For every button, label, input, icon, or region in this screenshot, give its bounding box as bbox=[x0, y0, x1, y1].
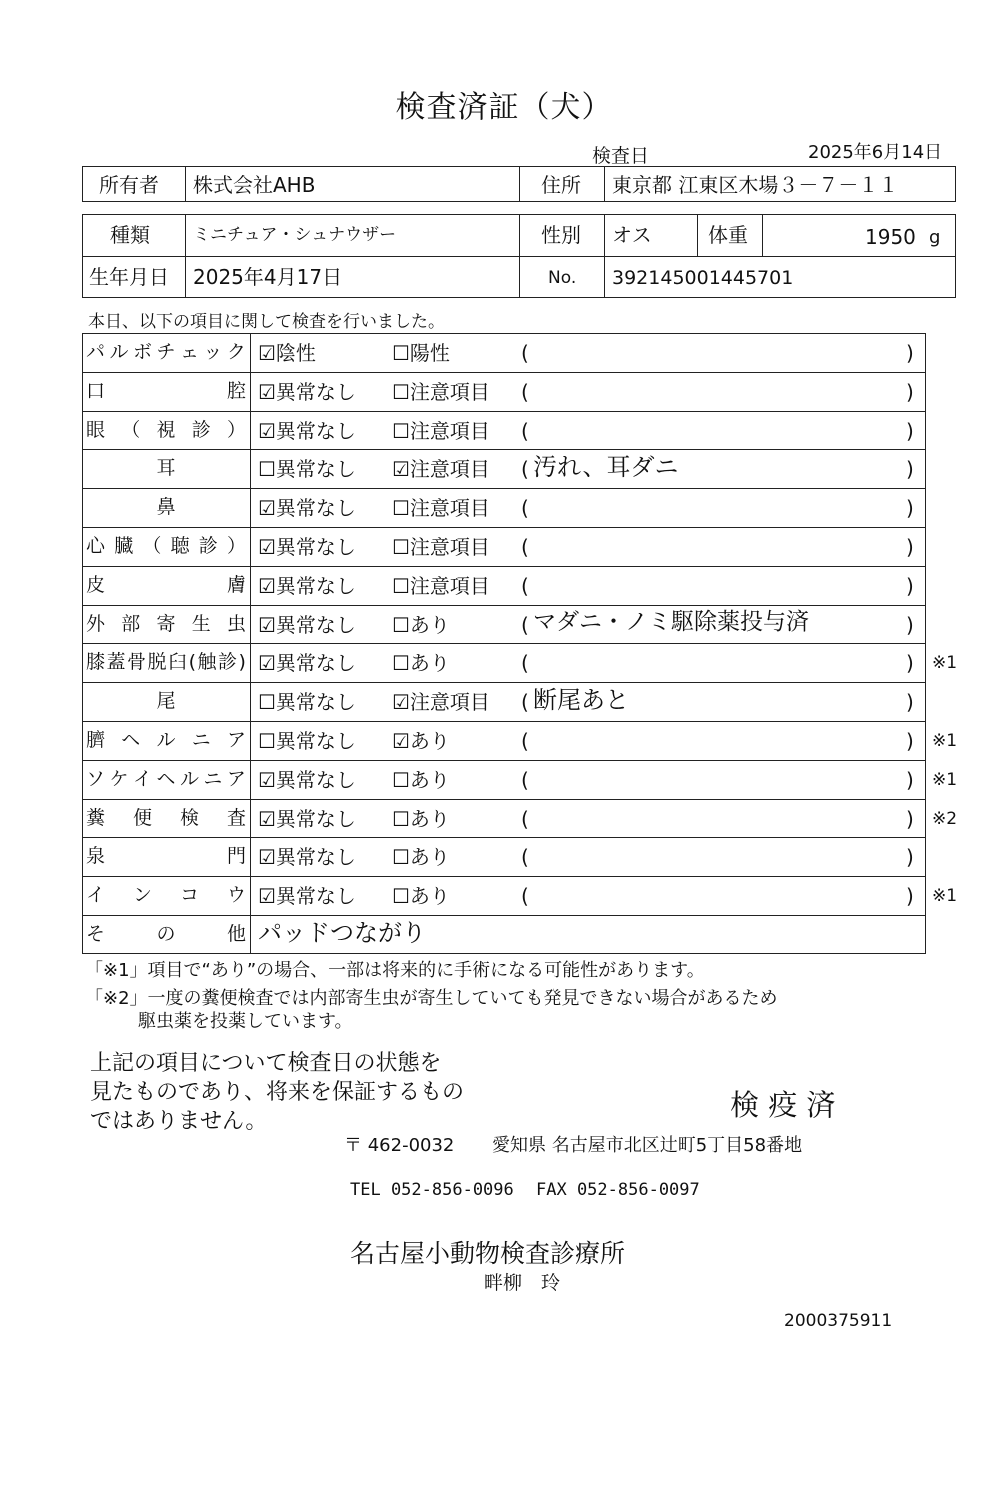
row-label bbox=[86, 379, 246, 402]
option-2[interactable]: ☐あり bbox=[392, 651, 450, 676]
row-label-char: 査 bbox=[226, 806, 246, 829]
row-divider bbox=[82, 605, 926, 606]
row-divider bbox=[82, 449, 926, 450]
open-paren: ( bbox=[521, 884, 529, 909]
row-note: マダニ・ノミ駆除薬投与済 bbox=[533, 608, 809, 635]
row-label-char: 診 bbox=[218, 651, 238, 674]
row-label-char: ク bbox=[226, 341, 246, 363]
row-label-char: 口 bbox=[86, 379, 106, 402]
option-1[interactable]: ☑異常なし bbox=[258, 651, 356, 676]
row-label-char: ( bbox=[188, 651, 196, 674]
footnote-2: 「※2」一度の糞便検査では内部寄生虫が寄生していても発見できない場合があるため bbox=[85, 988, 778, 1009]
row-label bbox=[86, 692, 246, 711]
row-divider bbox=[82, 799, 926, 800]
row-label-char: 他 bbox=[226, 923, 246, 945]
option-1[interactable]: ☑異常なし bbox=[258, 379, 356, 404]
row-label-char: イ bbox=[86, 884, 106, 907]
option-1[interactable]: ☑陰性 bbox=[258, 341, 316, 365]
open-paren: ( bbox=[521, 806, 529, 831]
row-label bbox=[86, 537, 246, 556]
owner-value: 株式会社AHB bbox=[193, 173, 316, 197]
row-label bbox=[86, 886, 246, 905]
row-label-char: ソ bbox=[86, 767, 106, 790]
row-label-char: 外 bbox=[86, 612, 106, 635]
row-label-char: 心 bbox=[86, 535, 106, 557]
sex-label: 性別 bbox=[541, 223, 581, 247]
row-label-char: 糞 bbox=[86, 806, 106, 829]
dob-label: 生年月日 bbox=[89, 265, 169, 289]
row-label bbox=[86, 767, 246, 790]
option-2[interactable]: ☐注意項目 bbox=[392, 379, 490, 404]
footnote-mark: ※2 bbox=[932, 808, 958, 829]
close-paren: ) bbox=[906, 573, 914, 598]
row-label-char: 聴 bbox=[170, 535, 190, 557]
row-divider bbox=[82, 837, 926, 838]
footnote-mark: ※1 bbox=[932, 769, 958, 790]
row-label-char: 脱 bbox=[147, 651, 167, 674]
close-paren: ) bbox=[906, 729, 914, 753]
row-label-char: 臍 bbox=[86, 729, 106, 751]
row-label-char: 蓋 bbox=[106, 651, 126, 674]
row-label bbox=[86, 653, 246, 672]
close-paren: ) bbox=[906, 884, 914, 909]
option-2[interactable]: ☑注意項目 bbox=[392, 457, 490, 482]
row-label-char: 腔 bbox=[226, 379, 246, 402]
open-paren: ( bbox=[521, 457, 529, 482]
row-label-char: 部 bbox=[121, 612, 141, 635]
row-label-char: 泉 bbox=[86, 845, 106, 868]
row-label-char: ケ bbox=[109, 767, 129, 790]
weight-label: 体重 bbox=[708, 223, 748, 247]
option-2[interactable]: ☐あり bbox=[392, 884, 450, 909]
row-label-char: 膝 bbox=[86, 651, 106, 674]
row-label-char: 触 bbox=[197, 651, 217, 674]
row-label-char: 便 bbox=[132, 806, 152, 829]
row-label bbox=[86, 731, 246, 750]
no-label: No. bbox=[548, 268, 577, 288]
row-label-char: ） bbox=[226, 418, 246, 441]
row-divider bbox=[82, 411, 926, 412]
row-label-char: （ bbox=[121, 418, 141, 441]
clinic-address: 愛知県 名古屋市北区辻町5丁目58番地 bbox=[492, 1135, 803, 1156]
clinic-fax: FAX 052-856-0097 bbox=[536, 1180, 700, 1200]
option-2[interactable]: ☐注意項目 bbox=[392, 535, 490, 559]
row-label-char: ッ bbox=[203, 341, 223, 363]
close-paren: ) bbox=[906, 845, 914, 870]
row-label-char: 尾 bbox=[156, 690, 176, 713]
option-2[interactable]: ☐あり bbox=[392, 806, 450, 831]
row-label-char: チ bbox=[156, 341, 176, 363]
row-label-char: ア bbox=[226, 767, 246, 790]
open-paren: ( bbox=[521, 767, 529, 792]
option-1[interactable]: ☑異常なし bbox=[258, 535, 356, 559]
open-paren: ( bbox=[521, 418, 529, 443]
disclaimer-line-2: 見たものであり、将来を保証するもの bbox=[90, 1080, 465, 1105]
row-label-char: ボ bbox=[132, 341, 152, 363]
open-paren: ( bbox=[521, 379, 529, 404]
row-divider bbox=[82, 876, 926, 877]
option-1[interactable]: ☐異常なし bbox=[258, 729, 356, 753]
row-label-char: 臼 bbox=[168, 651, 188, 674]
option-1[interactable]: ☑異常なし bbox=[258, 496, 356, 521]
open-paren: ( bbox=[521, 651, 529, 676]
option-1[interactable]: ☑異常なし bbox=[258, 573, 356, 598]
no-value: 392145001445701 bbox=[612, 267, 794, 289]
close-paren: ) bbox=[906, 767, 914, 792]
footnote-mark: ※1 bbox=[932, 653, 958, 674]
open-paren: ( bbox=[521, 729, 529, 753]
row-label-char: ル bbox=[156, 729, 176, 751]
open-paren: ( bbox=[521, 845, 529, 870]
option-1[interactable]: ☑異常なし bbox=[258, 806, 356, 831]
open-paren: ( bbox=[521, 496, 529, 521]
row-label-char: ン bbox=[132, 884, 152, 907]
row-label-char: イ bbox=[132, 767, 152, 790]
row-label bbox=[86, 498, 246, 517]
row-divider bbox=[82, 721, 926, 722]
row-label-char: 診 bbox=[191, 418, 211, 441]
close-paren: ) bbox=[906, 496, 914, 521]
clinic-name: 名古屋小動物検査診療所 bbox=[350, 1239, 626, 1268]
option-1[interactable]: ☑異常なし bbox=[258, 767, 356, 792]
close-paren: ) bbox=[906, 457, 914, 482]
weight-unit: g bbox=[929, 227, 941, 248]
option-1[interactable]: ☑異常なし bbox=[258, 418, 356, 443]
row-label-char: 生 bbox=[191, 612, 211, 635]
row-label-char: ヘ bbox=[121, 729, 141, 751]
row-label-char: 耳 bbox=[156, 457, 176, 480]
row-label-char: 骨 bbox=[127, 651, 147, 674]
row-label bbox=[86, 573, 246, 596]
row-divider bbox=[82, 372, 926, 373]
row-label-char: （ bbox=[142, 535, 162, 557]
address-value: 東京都 江東区木場３－７－１１ bbox=[612, 173, 899, 197]
row-divider bbox=[82, 643, 926, 644]
dob-value: 2025年4月17日 bbox=[193, 265, 343, 289]
footnote-1: 「※1」項目で“あり”の場合、一部は将来的に手術になる可能性があります。 bbox=[85, 960, 705, 981]
quarantine-stamp: 検 疫 済 bbox=[730, 1088, 836, 1122]
row-label bbox=[86, 847, 246, 866]
option-1[interactable]: ☐異常なし bbox=[258, 690, 356, 715]
row-divider bbox=[82, 682, 926, 683]
inspection-date: 2025年6月14日 bbox=[808, 142, 943, 163]
breed-value: ミニチュア・シュナウザー bbox=[193, 225, 397, 245]
weight-value: 1950 bbox=[865, 225, 916, 249]
option-2[interactable]: ☐あり bbox=[392, 767, 450, 792]
option-2[interactable]: ☐あり bbox=[392, 845, 450, 870]
option-1[interactable]: ☑異常なし bbox=[258, 612, 356, 637]
row-divider bbox=[82, 488, 926, 489]
row-label-char: ヘ bbox=[156, 767, 176, 790]
row-label-char: 門 bbox=[226, 845, 246, 868]
option-1[interactable]: ☑異常なし bbox=[258, 845, 356, 870]
row-label bbox=[86, 343, 246, 362]
disclaimer-line-1: 上記の項目について検査日の状態を bbox=[90, 1051, 442, 1076]
row-label bbox=[86, 806, 246, 829]
row-label-char: ア bbox=[226, 729, 246, 751]
row-label-char: ニ bbox=[203, 767, 223, 790]
other-value: パッドつながり bbox=[258, 919, 426, 947]
footnote-mark: ※1 bbox=[932, 886, 958, 907]
close-paren: ) bbox=[906, 690, 914, 715]
footnote-2-cont: 駆虫薬を投薬しています。 bbox=[138, 1011, 353, 1032]
close-paren: ) bbox=[906, 379, 914, 404]
row-label-char: そ bbox=[86, 923, 106, 945]
disclaimer-line-3: ではありません。 bbox=[90, 1109, 268, 1134]
other-label bbox=[86, 925, 246, 944]
option-2[interactable]: ☑あり bbox=[392, 729, 450, 753]
row-label bbox=[86, 418, 246, 441]
close-paren: ) bbox=[906, 418, 914, 443]
row-note: 汚れ、耳ダニ bbox=[533, 453, 679, 482]
row-label bbox=[86, 459, 246, 478]
close-paren: ) bbox=[906, 651, 914, 676]
row-divider bbox=[82, 566, 926, 567]
row-label-char: ウ bbox=[226, 884, 246, 907]
row-label-char: ) bbox=[238, 651, 246, 674]
close-paren: ) bbox=[906, 806, 914, 831]
row-divider bbox=[82, 527, 926, 528]
clinic-tel: TEL 052-856-0096 bbox=[350, 1180, 514, 1200]
option-2[interactable]: ☐あり bbox=[392, 612, 450, 637]
open-paren: ( bbox=[521, 573, 529, 598]
row-label-char: 視 bbox=[156, 418, 176, 441]
option-2[interactable]: ☐注意項目 bbox=[392, 496, 490, 521]
close-paren: ) bbox=[906, 612, 914, 637]
clinic-person: 畔柳 玲 bbox=[484, 1272, 561, 1294]
row-label-char: コ bbox=[179, 884, 199, 907]
row-label-char: ） bbox=[226, 535, 246, 557]
option-2[interactable]: ☐陽性 bbox=[392, 341, 450, 365]
address-label: 住所 bbox=[541, 173, 581, 197]
row-label-char: ニ bbox=[191, 729, 211, 751]
row-label-char: の bbox=[156, 923, 176, 945]
option-2[interactable]: ☑注意項目 bbox=[392, 690, 490, 715]
row-label-char: 鼻 bbox=[156, 496, 176, 519]
option-2[interactable]: ☐注意項目 bbox=[392, 418, 490, 443]
close-paren: ) bbox=[906, 341, 914, 365]
document-title: 検査済証（犬） bbox=[395, 90, 613, 125]
row-label-char: 臓 bbox=[114, 535, 134, 557]
open-paren: ( bbox=[521, 690, 529, 715]
footnote-mark: ※1 bbox=[932, 731, 958, 751]
row-label-char: ル bbox=[109, 341, 129, 363]
row-label-char: 眼 bbox=[86, 418, 106, 441]
owner-label: 所有者 bbox=[99, 173, 159, 197]
postal-code: 〒 462-0032 bbox=[344, 1135, 455, 1156]
row-label-char: ル bbox=[179, 767, 199, 790]
option-1[interactable]: ☐異常なし bbox=[258, 457, 356, 482]
row-note: 断尾あと bbox=[533, 686, 629, 715]
row-label-char: 寄 bbox=[156, 612, 176, 635]
open-paren: ( bbox=[521, 535, 529, 559]
row-label-char: 診 bbox=[198, 535, 218, 557]
row-label-char: 皮 bbox=[86, 573, 106, 596]
intro-text: 本日、以下の項目に関して検査を行いました。 bbox=[88, 312, 445, 332]
option-1[interactable]: ☑異常なし bbox=[258, 884, 356, 909]
serial-number: 2000375911 bbox=[784, 1311, 893, 1331]
sex-value: オス bbox=[612, 223, 652, 247]
row-label-char: ェ bbox=[179, 341, 199, 363]
row-label-char: 虫 bbox=[226, 612, 246, 635]
open-paren: ( bbox=[521, 612, 529, 637]
row-label bbox=[86, 612, 246, 635]
row-label-char: 膚 bbox=[226, 573, 246, 596]
close-paren: ) bbox=[906, 535, 914, 559]
row-divider bbox=[82, 760, 926, 761]
option-2[interactable]: ☐注意項目 bbox=[392, 573, 490, 598]
row-divider bbox=[82, 915, 926, 916]
breed-label: 種類 bbox=[110, 223, 150, 247]
row-label-char: パ bbox=[86, 341, 106, 363]
open-paren: ( bbox=[521, 341, 529, 365]
inspection-date-label: 検査日 bbox=[592, 145, 650, 167]
row-label-char: 検 bbox=[179, 806, 199, 829]
